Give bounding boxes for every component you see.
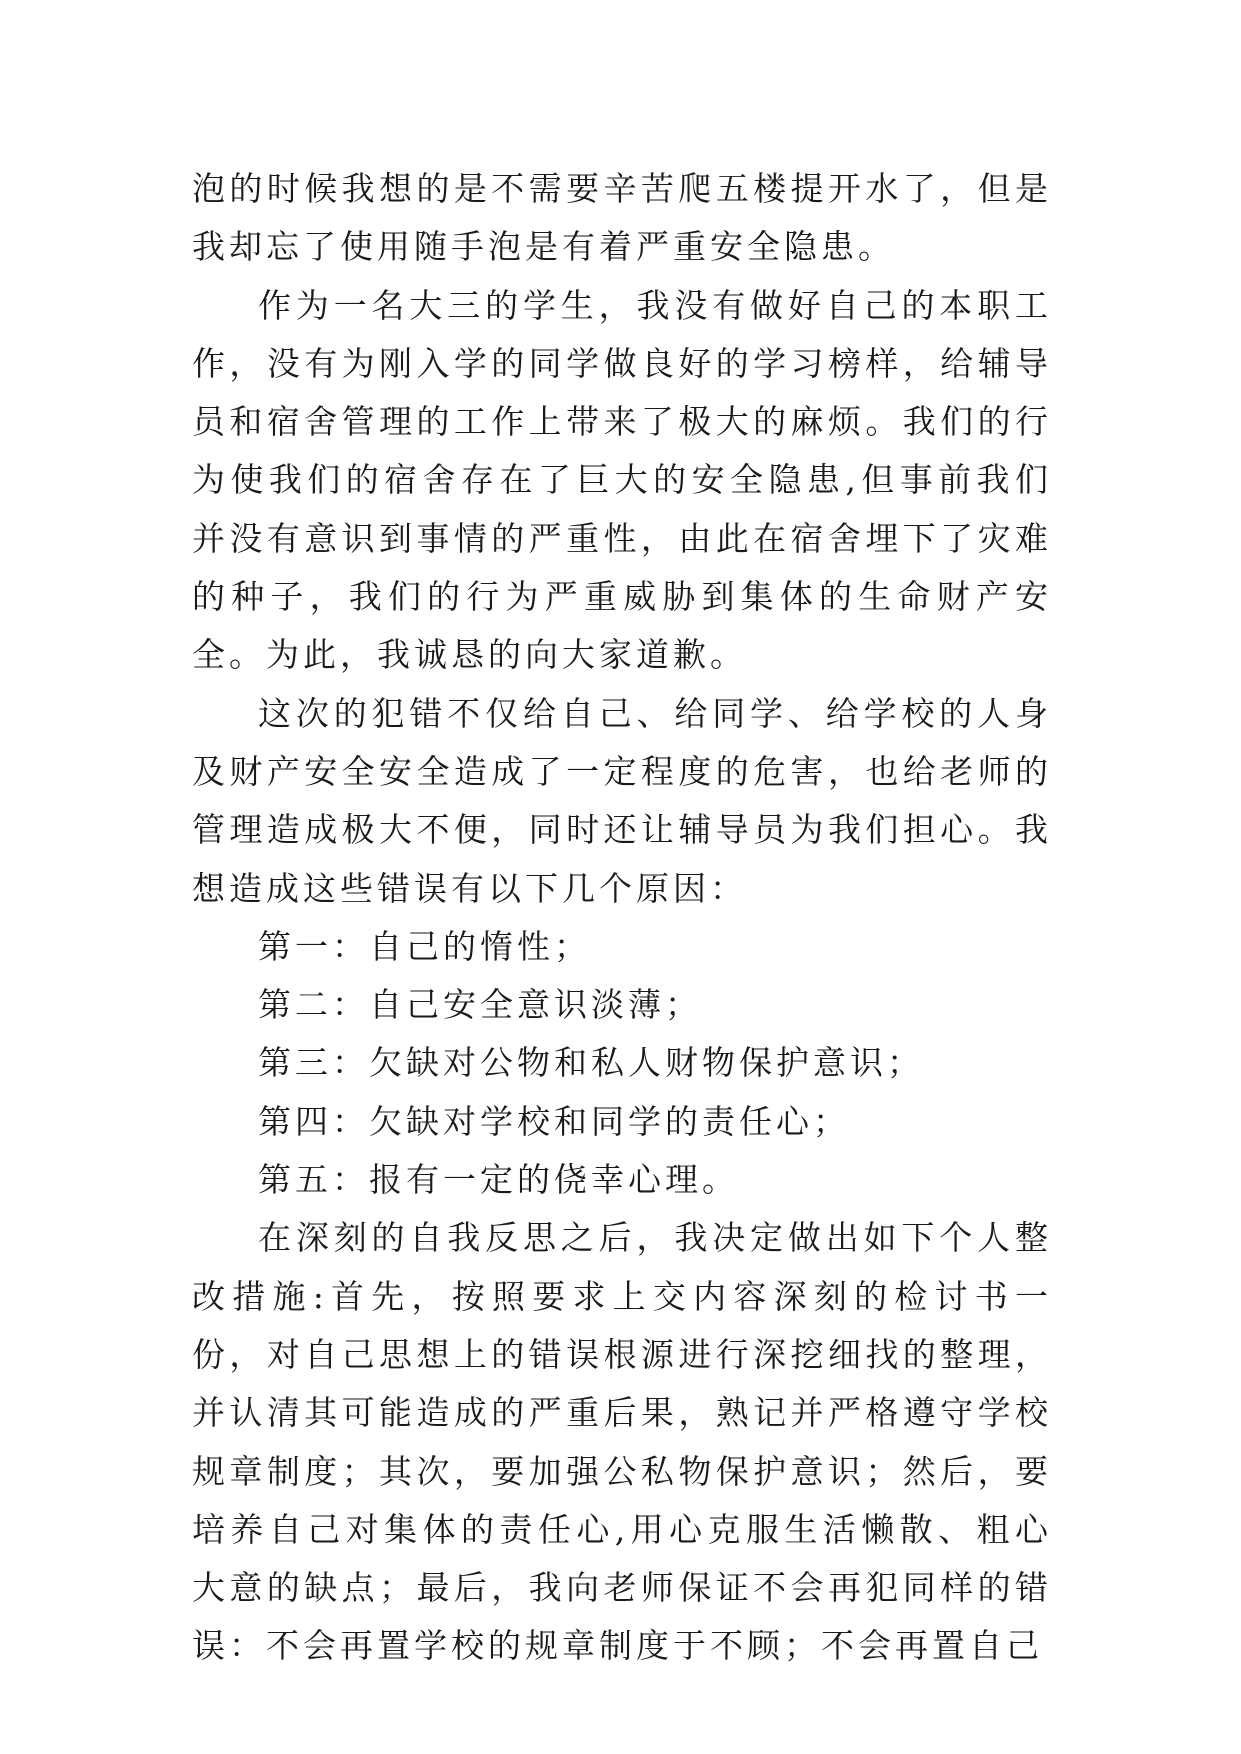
paragraph-reasons-intro: 这次的犯错不仅给自己、给同学、给学校的人身及财产安全安全造成了一定程度的危害，也给老师的管理造成极大不便，同时还让辅导员为我们担心。我想造成这些错误有以下几个原因： bbox=[192, 693, 1052, 908]
paragraph-apology: 作为一名大三的学生，我没有做好自己的本职工作，没有为刚入学的同学做良好的学习榜样，给辅导员和宿舍管理的工作上带来了极大的麻烦。我们的行为使我们的宿舍存在了巨大的安全隐患,但事前我们并没有意识到事情的严重性，由此在宿舍埋下了灾难的种子，我们的行为严重威胁到集体的生命财产安全。为此，我诚恳的向大家道歉。 bbox=[192, 285, 1052, 675]
reason-item-3: 第三：欠缺对公物和私人财物保护意识； bbox=[258, 1043, 924, 1083]
paragraph-corrective-measures: 在深刻的自我反思之后，我决定做出如下个人整改措施:首先，按照要求上交内容深刻的检讨书一份，对自己思想上的错误根源进行深挖细找的整理，并认清其可能造成的严重后果，熟记并严格遵守学校规章制度；其次，要加强公私物保护意识；然后，要培养自己对集体的责任心,用心克服生活懒散、粗心大意的缺点；最后，我向老师保证不会再犯同样的错误：不会再置学校的规章制度于不顾；不会再置自己 bbox=[192, 1218, 1052, 1666]
reason-item-5: 第五：报有一定的侥幸心理。 bbox=[258, 1160, 739, 1200]
reason-item-4: 第四：欠缺对学校和同学的责任心； bbox=[258, 1101, 850, 1141]
reason-item-2: 第二：自己安全意识淡薄； bbox=[258, 985, 702, 1025]
reason-item-1: 第一：自己的惰性； bbox=[258, 926, 591, 966]
body-text bbox=[192, 160, 1052, 1676]
paragraph-continuation: 泡的时候我想的是不需要辛苦爬五楼提开水了，但是我却忘了使用随手泡是有着严重安全隐患。 bbox=[192, 169, 1052, 267]
